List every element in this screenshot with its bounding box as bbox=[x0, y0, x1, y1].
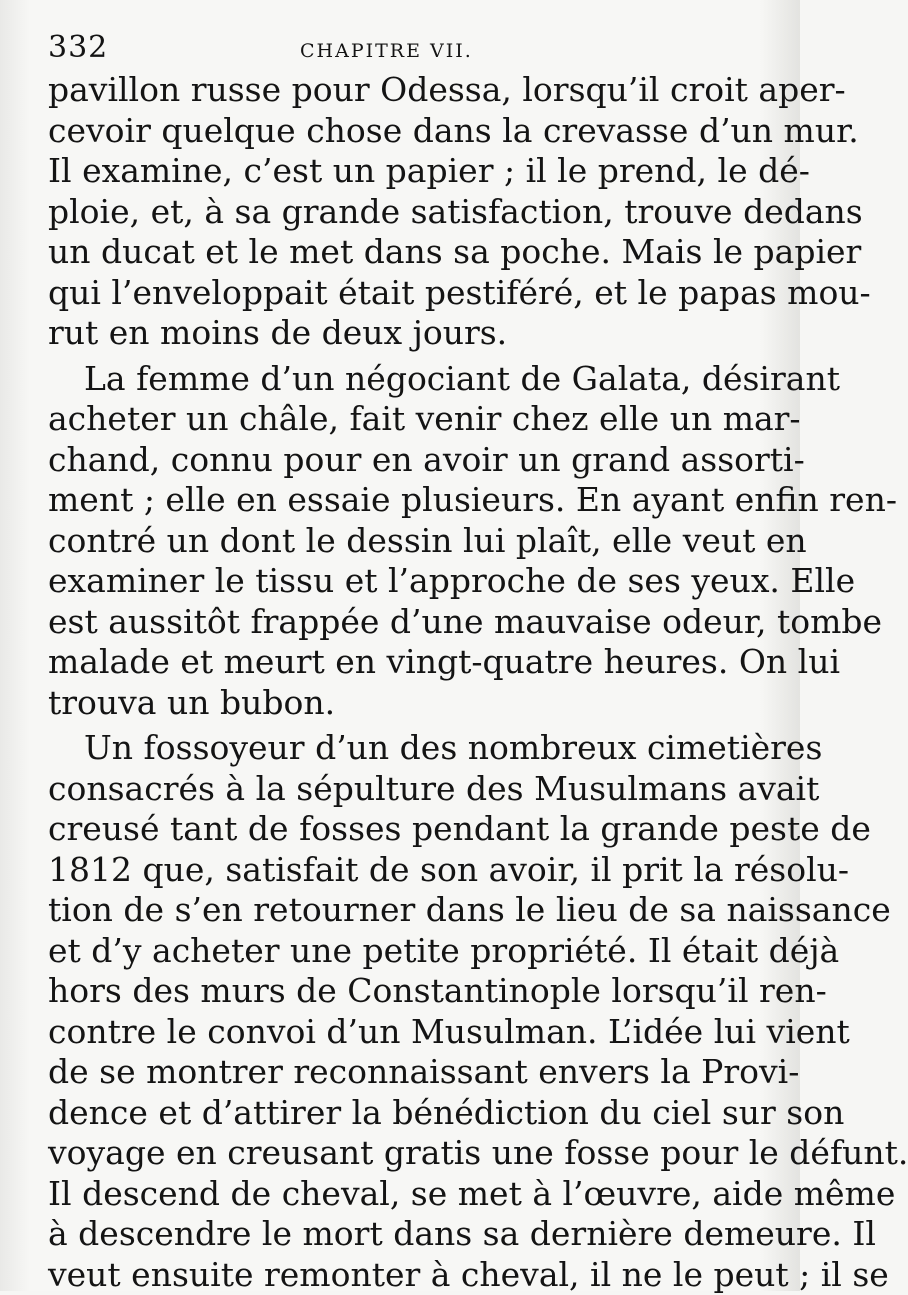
body-text bbox=[48, 70, 756, 1295]
text-line: Un fossoyeur d’un des nombreux cimetières bbox=[48, 728, 756, 769]
page-header bbox=[48, 30, 756, 70]
text-line: qui l’enveloppait était pestiféré, et le papas mou- bbox=[48, 273, 756, 314]
paragraph bbox=[48, 728, 756, 1295]
text-line: est aussitôt frappée d’une mauvaise odeur, tombe bbox=[48, 602, 756, 643]
text-line: dence et d’attirer la bénédiction du ciel sur son bbox=[48, 1093, 756, 1134]
text-line: La femme d’un négociant de Galata, désirant bbox=[48, 359, 756, 400]
running-head: CHAPITRE VII. bbox=[300, 40, 473, 62]
text-line: consacrés à la sépulture des Musulmans avait bbox=[48, 769, 756, 810]
text-line: examiner le tissu et l’approche de ses yeux. Elle bbox=[48, 561, 756, 602]
text-line: contre le convoi d’un Musulman. L’idée lui vient bbox=[48, 1012, 756, 1053]
text-line: un ducat et le met dans sa poche. Mais le papier bbox=[48, 232, 756, 273]
text-line: à descendre le mort dans sa dernière demeure. Il bbox=[48, 1214, 756, 1255]
text-line: et d’y acheter une petite propriété. Il était déjà bbox=[48, 931, 756, 972]
text-line: Il descend de cheval, se met à l’œuvre, aide même bbox=[48, 1174, 756, 1215]
text-line: ment ; elle en essaie plusieurs. En ayant enfin ren- bbox=[48, 480, 756, 521]
text-line: chand, connu pour en avoir un grand assorti- bbox=[48, 440, 756, 481]
text-line: pavillon russe pour Odessa, lorsqu’il croit aper- bbox=[48, 70, 756, 111]
text-line: acheter un châle, fait venir chez elle un mar- bbox=[48, 399, 756, 440]
text-line: creusé tant de fosses pendant la grande peste de bbox=[48, 809, 756, 850]
text-line: contré un dont le dessin lui plaît, elle veut en bbox=[48, 521, 756, 562]
paragraph bbox=[48, 359, 756, 724]
text-line: ploie, et, à sa grande satisfaction, trouve dedans bbox=[48, 192, 756, 233]
page-number: 332 bbox=[48, 30, 108, 65]
text-line: Il examine, c’est un papier ; il le prend, le dé- bbox=[48, 151, 756, 192]
text-line: 1812 que, satisfait de son avoir, il prit la résolu- bbox=[48, 850, 756, 891]
text-line: malade et meurt en vingt-quatre heures. On lui bbox=[48, 642, 756, 683]
text-line: de se montrer reconnaissant envers la Provi- bbox=[48, 1052, 756, 1093]
paragraph bbox=[48, 70, 756, 354]
text-line: hors des murs de Constantinople lorsqu’il ren- bbox=[48, 971, 756, 1012]
text-line: veut ensuite remonter à cheval, il ne le peut ; il se bbox=[48, 1255, 756, 1295]
text-line: voyage en creusant gratis une fosse pour le défunt. bbox=[48, 1133, 756, 1174]
text-line: tion de s’en retourner dans le lieu de sa naissance bbox=[48, 890, 756, 931]
text-line: rut en moins de deux jours. bbox=[48, 313, 756, 354]
text-line: trouva un bubon. bbox=[48, 683, 756, 724]
text-line: cevoir quelque chose dans la crevasse d’un mur. bbox=[48, 111, 756, 152]
